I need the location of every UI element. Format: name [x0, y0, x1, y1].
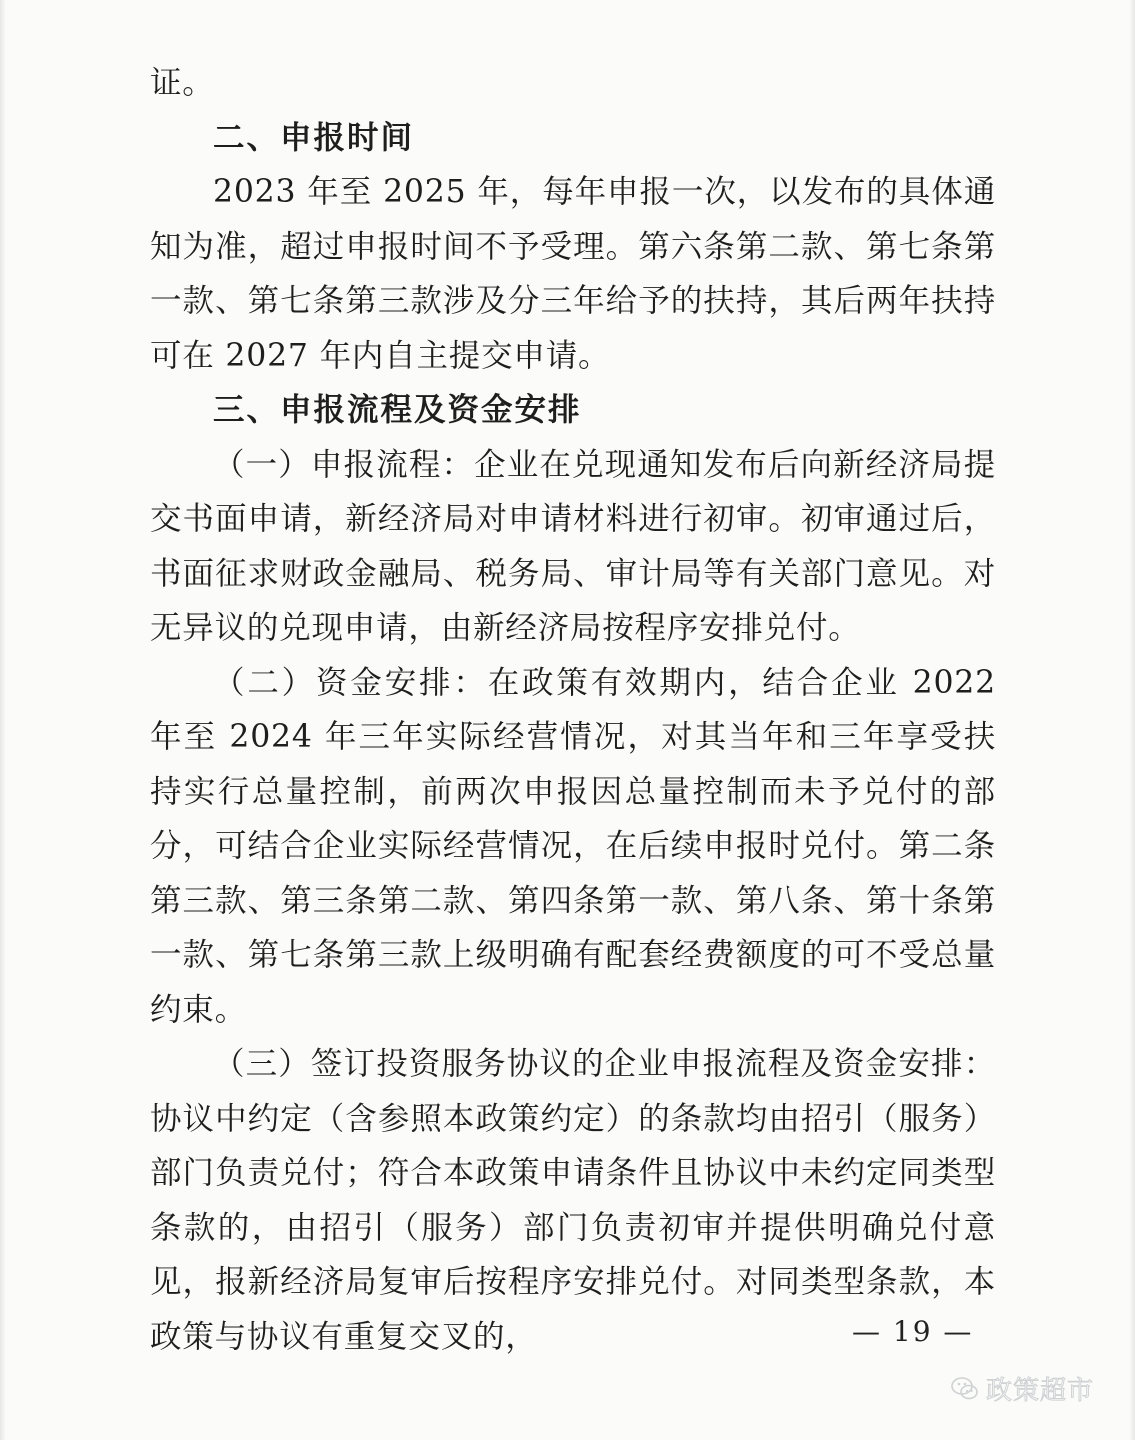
paragraph-reporting-time: 2023 年至 2025 年，每年申报一次，以发布的具体通知为准，超过申报时间不予受理。第六条第二款、第七条第一款、第七条第三款涉及分三年给予的扶持，其后两年扶持可在 2027 年内自主提交申请。 [150, 174, 996, 374]
page-number: — 19 — [852, 1315, 974, 1348]
document-body [150, 56, 996, 1364]
page-edge-left [0, 0, 6, 1440]
paragraph-investment-agreement: （三）签订投资服务协议的企业申报流程及资金安排：协议中约定（含参照本政策约定）的条款均由招引（服务）部门负责兑付；符合本政策申请条件且协议中未约定同类型条款的，由招引（服务）部门负责初审并提供明确兑付意见，报新经济局复审后按程序安排兑付。对同类型条款，本政策与协议有重复交叉的， [150, 1046, 996, 1355]
watermark [950, 1370, 1094, 1407]
section-heading-process-and-funding: 三、申报流程及资金安排 [213, 392, 582, 428]
paragraph-continued: 证。 [150, 65, 215, 101]
paragraph-reporting-process: （一）申报流程：企业在兑现通知发布后向新经济局提交书面申请，新经济局对申请材料进行初审。初审通过后，书面征求财政金融局、税务局、审计局等有关部门意见。对无异议的兑现申请，由新经济局按程序安排兑付。 [150, 446, 996, 646]
watermark-text: 政策超市 [986, 1376, 1095, 1406]
page-edge-right [1129, 0, 1135, 1440]
section-heading-reporting-time: 二、申报时间 [213, 119, 415, 156]
wechat-logo-icon [950, 1374, 980, 1404]
paragraph-funding-arrangement: （二）资金安排：在政策有效期内，结合企业 2022 年至 2024 年三年实际经营情况，对其当年和三年享受扶持实行总量控制，前两次申报因总量控制而未予兑付的部分，可结合企业实际经营情况，在后续申报时兑付。第二条第三款、第三条第二款、第四条第一款、第八条、第十条第一款、第七条第三款上级明确有配套经费额度的可不受总量约束。 [150, 664, 996, 1028]
